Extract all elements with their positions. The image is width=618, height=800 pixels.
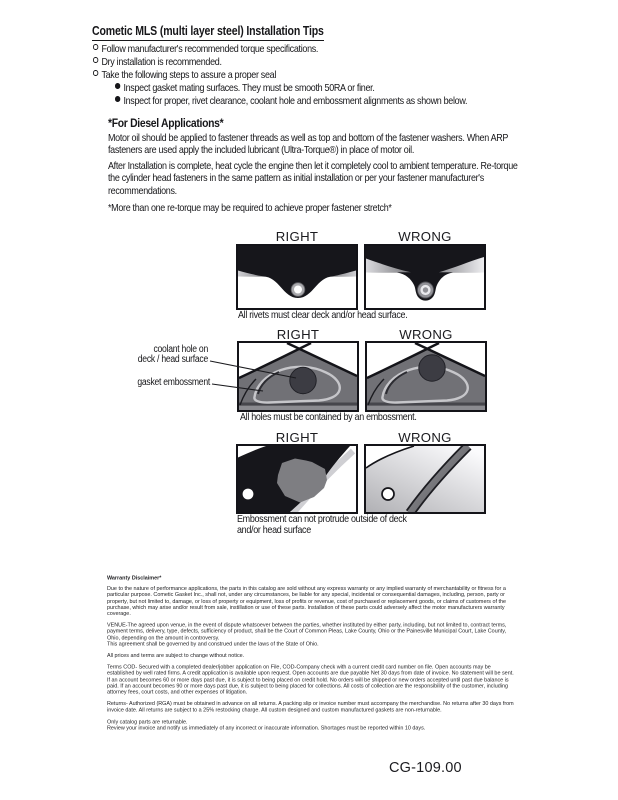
disclaimer-paragraph: Returns- Authorized (RGA) must be obtained in advance on all returns. A packing slip or invoice number must accompany the merchandise. No returns after 30 days from invoice date. All returns are subject to a 25% restocking charge. All custom designed and custom manufactured gaskets are non-returnable. (107, 700, 514, 713)
caption-line: and/or head surface (237, 524, 311, 536)
tip-item (93, 43, 551, 56)
fig1-wrong-label: WRONG (398, 229, 452, 244)
circle-bullet-icon (93, 44, 98, 50)
coolant-hole-misaligned (419, 355, 445, 381)
rivet-center (294, 286, 302, 294)
fig2-right-label: RIGHT (276, 327, 320, 342)
rivet-center (423, 287, 428, 292)
annotation-line: deck / head surface (137, 354, 208, 366)
disclaimer-paragraph: VENUE-The agreed upon venue, in the event of dispute whatsoever between the parties, whether instituted by either party, including, but not limited to, contract terms, payment terms, delivery, type, defects, sufficiency of product, shall be the Court of Common Pleas, Lake County, Ohio or the Painesville Municipal Court, Lake County, Ohio, depending on the amount in controversy. (107, 621, 507, 641)
dot-bullet-icon (115, 83, 120, 89)
page-title: Cometic MLS (multi layer steel) Installation Tips (92, 23, 324, 41)
disclaimer-paragraph: Due to the nature of performance applications, the parts in this catalog are sold without any express warranty or any implied warranty of merchantability or fitness for a particular purpose. Cometic Gasket Inc., shall not, under any circumstances, be liable for any special, incidental or consequential damages, including, person, party or property, but not limited to, damage, or loss of property or equipment, loss of profits or revenue, cost of purchased or replacement goods, or claims of customers of the purchase, which may arise and/or result from sale, instillation or use of these parts. Installation of these parts could adversely affect the motor manufacturers warranty coverage. (107, 585, 507, 617)
fig1-right-diagram (236, 244, 358, 310)
coolant-hole (290, 367, 316, 393)
disclaimer-paragraph: All prices and terms are subject to change without notice. (107, 652, 245, 659)
coolant-hole-annotation (109, 345, 208, 365)
tip-text: Inspect gasket mating surfaces. They must be smooth 50RA or finer. (123, 83, 375, 94)
fig1-wrong-diagram (364, 244, 486, 310)
fig3-wrong-diagram (364, 444, 486, 514)
disclaimer-paragraph: Terms COD- Secured with a completed dealer/jobber application on File, COD-Company check with a current credit card number on file. Open accounts may be established by well rated firms. A credit application is available upon request. Open accounts are due payable Net 30 days from date of invoice. No statement will be sent. If an account becomes 60 or more days past due, it is subject to being placed on credit hold. No orders will be shipped or new orders accepted until past due balance is paid. If an account becomes 90 or more days past due, it is subject to being placed for collections. All costs of collection are the responsibility of the customer, including attorney fees, court costs, and other expenses of litigation. (107, 663, 514, 696)
page-title-wrap (92, 22, 382, 41)
bolt-hole (243, 489, 254, 500)
fig2-caption: All holes must be contained by an embossment. (240, 412, 417, 423)
document-code: CG-109.00 (389, 760, 462, 776)
disclaimer-paragraph: Only catalog parts are returnable. (107, 718, 188, 725)
annotation-line: coolant hole on (153, 344, 208, 355)
gasket-bottom-edge (239, 403, 357, 406)
diesel-paragraph-2: After Installation is complete, heat cycle the engine then let it completely cool to ambient temperature. Re-torque the cylinder head fasteners in the same pattern as initial installation or per your fastener manufacturer's recommendations. (108, 161, 518, 197)
dot-bullet-icon (115, 96, 120, 102)
disclaimer-heading: Warranty Disclaimer* (107, 575, 162, 582)
tip-text: Follow manufacturer's recommended torque specifications. (101, 44, 319, 55)
circle-bullet-icon (93, 70, 98, 76)
fig1-right-label: RIGHT (275, 229, 319, 244)
fig1-caption: All rivets must clear deck and/or head surface. (238, 310, 408, 321)
tip-subitem (93, 82, 551, 95)
warranty-disclaimer (107, 575, 514, 731)
fig2-wrong-diagram (365, 341, 487, 412)
fig2-wrong-label: WRONG (399, 327, 453, 342)
disclaimer-paragraph: Review your invoice and notify us immediately of any incorrect or inaccurate information. Shortages must be reported within 10 days. (107, 724, 426, 731)
bolt-hole (382, 488, 394, 500)
diesel-paragraph-1: Motor oil should be applied to fastener threads as well as top and bottom of the fastener washers. When ARP fasteners are used apply the included lubricant (Ultra-Torque®) in place of motor oil. (108, 133, 508, 157)
tip-item (93, 69, 551, 82)
circle-bullet-icon (93, 57, 98, 63)
gasket-bottom-strip (239, 406, 357, 410)
tip-text: Take the following steps to assure a proper seal (101, 70, 277, 81)
caption-line: Embossment can not protrude outside of deck (237, 514, 407, 525)
disclaimer-paragraph: This agreement shall be governed by and construed under the laws of the State of Ohio. (107, 640, 319, 647)
gasket-bottom-strip (367, 406, 485, 410)
tip-item (93, 56, 551, 69)
fig3-right-diagram (236, 444, 358, 514)
tips-list (93, 43, 551, 108)
gasket-bottom-edge (367, 403, 485, 406)
tip-text: Dry installation is recommended. (101, 57, 222, 68)
tip-text: Inspect for proper, rivet clearance, coolant hole and embossment alignments as shown below. (123, 96, 468, 107)
fig3-caption (237, 515, 407, 536)
fig2-right-diagram (237, 341, 359, 412)
diesel-heading: *For Diesel Applications* (108, 116, 224, 130)
fig3-wrong-label: WRONG (398, 430, 452, 445)
fig3-right-label: RIGHT (275, 430, 319, 445)
retorque-footnote: *More than one re-torque may be required to achieve proper fastener stretch* (108, 203, 392, 214)
gasket-embossment-annotation: gasket embossment (137, 377, 210, 388)
tip-subitem (93, 95, 551, 108)
